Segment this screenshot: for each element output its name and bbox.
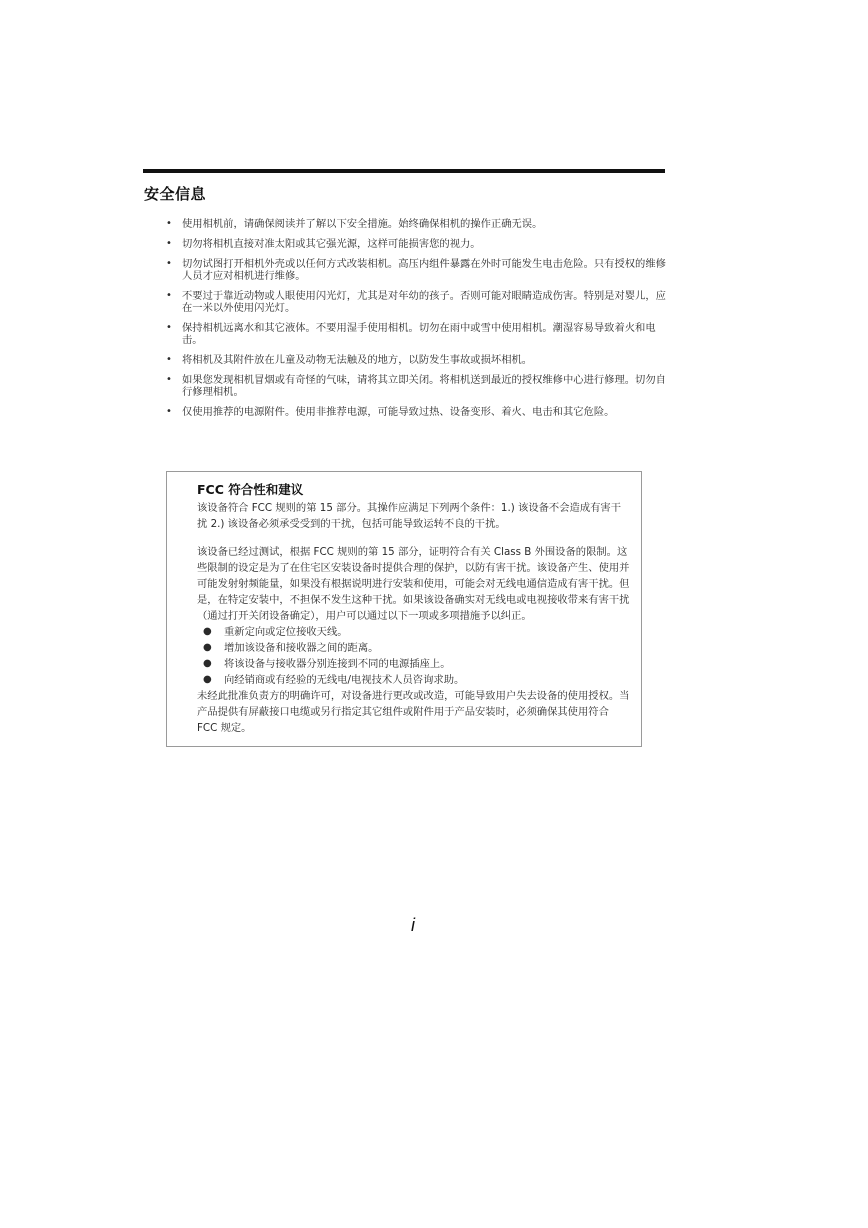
safety-item — [166, 218, 666, 230]
safety-item — [166, 406, 666, 418]
fcc-measure-item — [197, 624, 631, 640]
safety-item-text: 将相机及其附件放在儿童及动物无法触及的地方，以防发生事故或损坏相机。 — [182, 354, 533, 366]
fcc-title: FCC 符合性和建议 — [197, 482, 304, 497]
safety-item — [166, 322, 666, 346]
safety-item — [166, 374, 666, 398]
bullet-icon: • — [166, 218, 172, 229]
safety-item — [166, 354, 666, 366]
page-number: i — [411, 915, 415, 935]
bullet-icon: • — [166, 406, 172, 417]
fcc-paragraph-1: 该设备符合 FCC 规则的第 15 部分。其操作应满足下列两个条件：1.) 该设备不会造成有害干扰 2.) 该设备必须承受受到的干扰，包括可能导致运转不良的干扰。 — [197, 502, 622, 530]
fcc-notice-box — [166, 471, 642, 747]
safety-item-text: 切勿将相机直接对准太阳或其它强光源，这样可能损害您的视力。 — [182, 238, 481, 250]
bullet-icon: ● — [203, 626, 212, 637]
fcc-measure-text: 增加该设备和接收器之间的距离。 — [224, 642, 379, 654]
safety-item — [166, 290, 666, 314]
fcc-measure-item — [197, 672, 631, 688]
fcc-measure-text: 将该设备与接收器分别连接到不同的电源插座上。 — [224, 658, 451, 670]
bullet-icon: • — [166, 374, 172, 385]
header-rule — [143, 169, 665, 173]
fcc-measure-text: 向经销商或有经验的无线电/电视技术人员咨询求助。 — [224, 674, 465, 686]
fcc-measures-list — [197, 624, 631, 688]
bullet-icon: • — [166, 354, 172, 365]
bullet-icon: ● — [203, 674, 212, 685]
safety-item-text: 如果您发现相机冒烟或有奇怪的气味，请将其立即关闭。将相机送到最近的授权维修中心进行修理。切勿自行修理相机。 — [182, 374, 666, 398]
safety-item-text: 保持相机远离水和其它液体。不要用湿手使用相机。切勿在雨中或雪中使用相机。潮湿容易导致着火和电击。 — [182, 322, 656, 346]
bullet-icon: • — [166, 290, 172, 301]
fcc-paragraph-2: 该设备已经过测试，根据 FCC 规则的第 15 部分，证明符合有关 Class B 外围设备的限制。这些限制的设定是为了在住宅区安装设备时提供合理的保护，以防有害干扰。该设备产生、使用并可能发射射频能量，如果没有根据说明进行安装和使用，可能会对无线电通信造成有害干扰。但是，在特定安装中，不担保不发生这种干扰。如果该设备确实对无线电或电视接收带来有害干扰（通过打开关闭设备确定），用户可以通过以下一项或多项措施予以纠正。 — [197, 546, 630, 622]
fcc-paragraph-3: 未经此批准负责方的明确许可，对设备进行更改或改造，可能导致用户失去设备的使用授权。当产品提供有屏蔽接口电缆或另行指定其它组件或附件用于产品安装时，必须确保其使用符合 FCC 规定。 — [197, 690, 630, 734]
safety-item-text: 使用相机前，请确保阅读并了解以下安全措施。始终确保相机的操作正确无误。 — [182, 218, 543, 230]
safety-item — [166, 258, 666, 282]
safety-list — [166, 218, 666, 426]
bullet-icon: • — [166, 322, 172, 333]
bullet-icon: ● — [203, 642, 212, 653]
fcc-measure-item — [197, 640, 631, 656]
fcc-measure-text: 重新定向或定位接收天线。 — [224, 626, 348, 638]
safety-item-text: 不要过于靠近动物或人眼使用闪光灯，尤其是对年幼的孩子。否则可能对眼睛造成伤害。特别是对婴儿，应在一米以外使用闪光灯。 — [182, 290, 666, 314]
bullet-icon: • — [166, 238, 172, 249]
bullet-icon: • — [166, 258, 172, 269]
paragraph-spacer — [197, 532, 631, 544]
safety-item — [166, 238, 666, 250]
safety-item-text: 切勿试图打开相机外壳或以任何方式改装相机。高压内组件暴露在外时可能发生电击危险。只有授权的维修人员才应对相机进行维修。 — [182, 258, 666, 282]
bullet-icon: ● — [203, 658, 212, 669]
section-title: 安全信息 — [144, 185, 207, 203]
safety-item-text: 仅使用推荐的电源附件。使用非推荐电源，可能导致过热、设备变形、着火、电击和其它危险。 — [182, 406, 615, 418]
fcc-measure-item — [197, 656, 631, 672]
